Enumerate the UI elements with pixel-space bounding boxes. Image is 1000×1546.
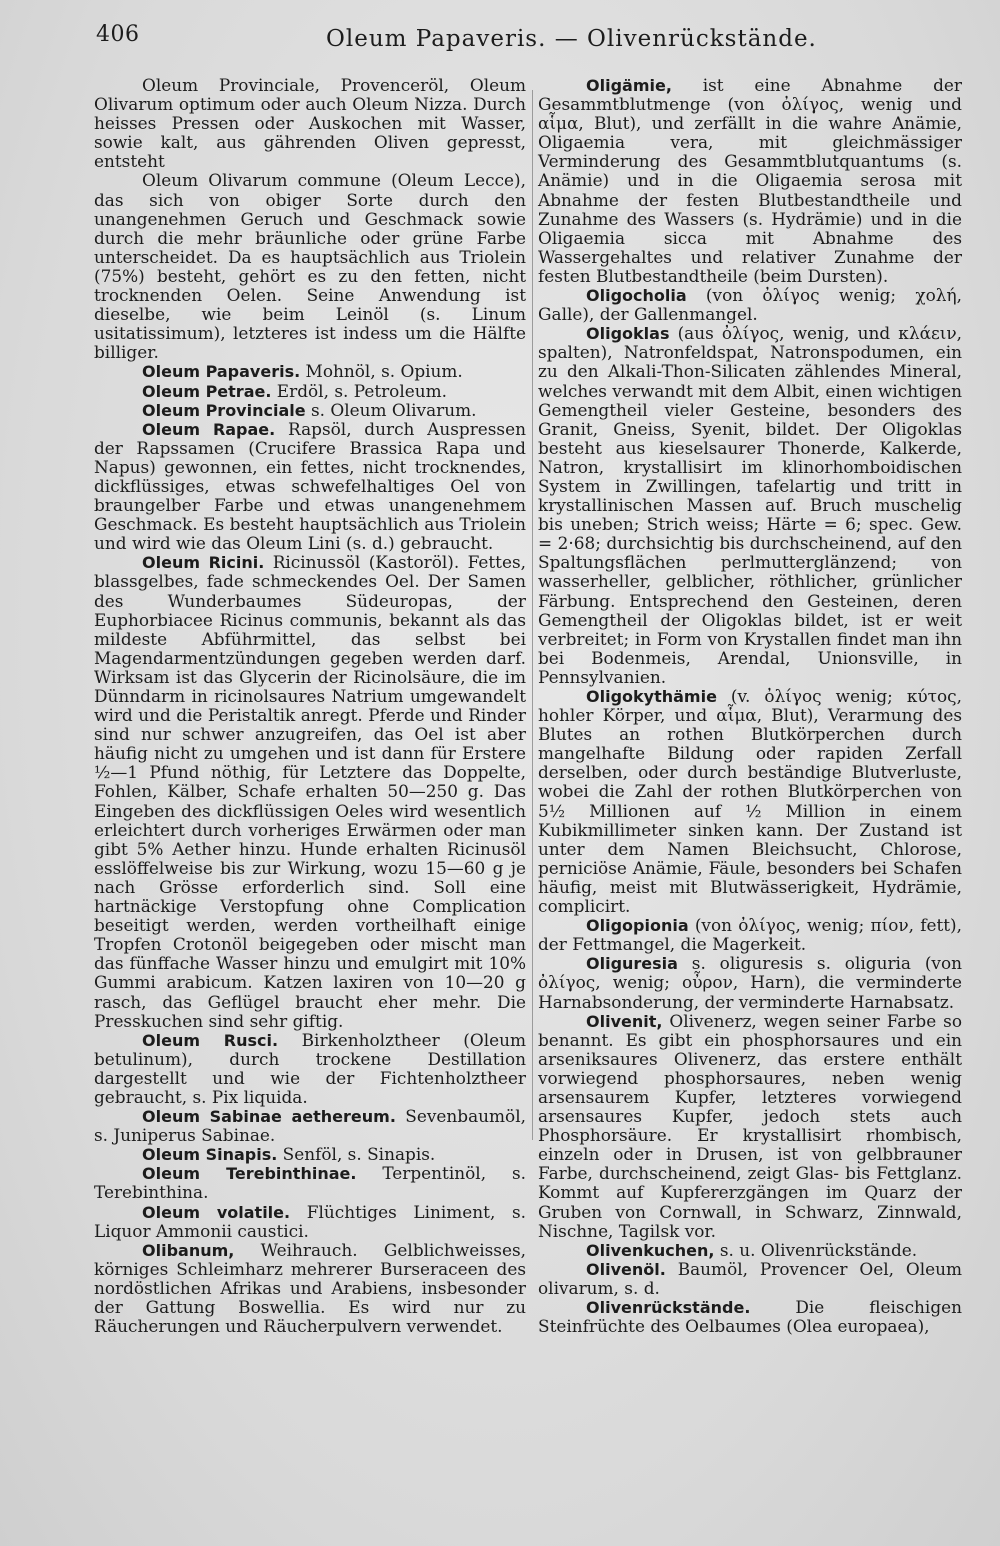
entry-text: s. oliguresis s. oliguria (von ὀλίγος, wenig; οὖρον, Harn), die verminderte Harnabsonderung, der verminderte Harnabsatz. (538, 953, 962, 1012)
dictionary-entry (94, 171, 526, 362)
dictionary-entry (94, 420, 526, 554)
entry-text: s. u. Olivenrückstände. (714, 1239, 918, 1260)
entry-headword: Oleum Papaveris. (142, 362, 301, 382)
entry-text: s. Oleum Olivarum. (305, 399, 477, 420)
right-column (538, 76, 962, 1336)
entry-headword: Oleum Provinciale (142, 400, 306, 420)
left-column (94, 76, 526, 1336)
entry-text: Olivenerz, wegen seiner Farbe so benannt. Es gibt ein phosphorsaures und ein arseniksaures Olivenerz, das erstere enthält vorwiegend phosphorsaures, neben wenig arsensaurem Kupfer, letzteres vorwiegend arsensaures Kupfer, jedoch stets auch Phosphorsäure. Er krystallisirt rhombisch, einzeln oder in Drusen, ist von gelbbrauner Farbe, durchscheinend, zeigt Glas- bis Fettglanz. Kommt auf Kupfererzgängen im Quarz der Gruben von Cornwall, in Schwarz, Zinnwald, Nischne, Tagilsk vor. (538, 1010, 962, 1241)
entry-text: Senföl, s. Sinapis. (277, 1144, 436, 1165)
dictionary-entry (538, 286, 962, 324)
entry-text: Mohnöl, s. Opium. (300, 361, 463, 382)
entry-text: Oleum Provinciale, Provenceröl, Oleum Olivarum optimum oder auch Oleum Nizza. Durch heisses Pressen oder Auskochen mit Wasser, sowie kalt, aus gährenden Oliven gepresst, entsteht (94, 75, 526, 172)
entry-headword: Olivenit, (586, 1011, 663, 1031)
dictionary-entry (538, 324, 962, 687)
entry-text: ist eine Abnahme der Gesammtblutmenge (von ὀλίγος, wenig und αἷμα, Blut), und zerfällt in die wahre Anämie, Oligaemia vera, mit gleichmässiger Verminderung des Gesammtblutquantums (s. Anämie) und in die Oligaemia serosa mit Abnahme der festen Blutbestandtheile und Zunahme des Wassers (s. Hydrämie) und in die Oligaemia sicca mit Abnahme des Wassergehaltes und relativer Zunahme der festen Blutbestandtheile (beim Dursten). (538, 75, 962, 286)
entry-headword: Oligoklas (586, 324, 670, 344)
running-title: Oleum Papaveris. — Olivenrückstände. (326, 26, 817, 52)
entry-headword: Olivenrückstände. (586, 1298, 751, 1317)
entry-text: Flüchtiges Liniment, s. Liquor Ammonii caustici. (94, 1201, 526, 1241)
entry-headword: Oligämie, (586, 76, 672, 95)
dictionary-entry (94, 1164, 526, 1202)
dictionary-entry (538, 1260, 962, 1298)
page-number: 406 (96, 22, 140, 47)
dictionary-entry (538, 76, 962, 286)
entry-headword: Oligokythämie (586, 687, 717, 706)
dictionary-entry (94, 1145, 526, 1164)
entry-text: Baumöl, Provencer Oel, Oleum olivarum, s. d. (538, 1258, 962, 1298)
dictionary-entry (538, 954, 962, 1011)
entry-text: (aus ὀλίγος, wenig, und κλάειν, spalten), Natronfeldspat, Natronspodumen, ein zu den Alkali-Thon-Silicaten zählendes Mineral, welches verwandt mit dem Albit, einen wichtigen Gemengtheil vieler Gesteine, besonders des Granit, Gneiss, Syenit, bildet. Der Oligoklas besteht aus kieselsaurer Thonerde, Kalkerde, Natron, krystallisirt im klinorhomboidischen System in Zwillingen, tafelartig und tritt in krystallinischen Massen auf. Bruch muschelig bis uneben; Strich weiss; Härte = 6; spec. Gew. = 2·68; durchsichtig bis durchscheinend, auf den Spaltungsflächen perlmutterglänzend; von wasserheller, gelblicher, röthlicher, grünlicher Färbung. Entsprechend den Gesteinen, deren Gemengtheil der Oligoklas bildet, ist er weit verbreitet; in Form von Krystallen findet man ihn bei Bodenmeis, Arendal, Unionsville, in Pennsylvanien. (538, 323, 962, 687)
entry-text: Erdöl, s. Petroleum. (271, 380, 448, 401)
entry-text: Ricinussöl (Kastoröl). Fettes, blassgelbes, fade schmeckendes Oel. Der Samen des Wunderbaumes Südeuropas, der Euphorbiacee Ricinus communis, bekannt als das mildeste Abführmittel, das selbst bei Magendarmentzündungen gegeben werden darf. Wirksam ist das Glycerin der Ricinolsäure, die im Dünndarm in ricinolsaures Natrium umgewandelt wird und die Peristaltik anregt. Pferde und Rinder sind nur schwer anzugreifen, das Oel ist aber häufig nicht zu umgehen und ist dann für Erstere ½—1 Pfund nöthig, für Letztere das Doppelte, Fohlen, Kälber, Schafe erhalten 50—250 g. Das Eingeben des dickflüssigen Oeles wird wesentlich erleichtert durch vorheriges Erwärmen oder man gibt 5% Aether hinzu. Hunde erhalten Ricinusöl esslöffelweise bis zur Wirkung, wozu 15—60 g je nach Grösse erforderlich sind. Soll eine hartnäckige Verstopfung ohne Complication beseitigt werden, werden vortheilhaft einige Tropfen Crotonöl beigegeben oder mischt man das fünffache Wasser hinzu und emulgirt mit 10% Gummi arabicum. Katzen laxiren von 10—20 g rasch, das Geflügel braucht eher mehr. Die Presskuchen sind sehr giftig. (94, 552, 526, 1031)
entry-headword: Oligopionia (586, 916, 689, 936)
entry-text: Weihrauch. Gelblichweisses, körniges Schleimharz mehrerer Burseraceen des nordöstlichen Afrikas und Arabiens, insbesonder der Gattung Boswellia. Es wird nur zu Räucherungen und Räucherpulvern verwendet. (94, 1239, 526, 1337)
dictionary-entry (538, 1241, 962, 1260)
dictionary-entry (538, 916, 962, 954)
dictionary-entry (94, 401, 526, 420)
dictionary-entry (94, 553, 526, 1030)
entry-text: (von ὀλίγος, wenig; πίον, fett), der Fettmangel, die Magerkeit. (538, 915, 962, 955)
dictionary-entry (538, 1012, 962, 1241)
entry-headword: Oleum Terebinthinae. (142, 1164, 357, 1184)
dictionary-entry (94, 382, 526, 401)
entry-headword: Olibanum, (142, 1240, 235, 1260)
entry-text: Rapsöl, durch Auspressen der Rapssamen (Crucifere Brassica Rapa und Napus) gewonnen, ein fettes, nicht trocknendes, dickflüssiges, etwas schwefelhaltiges Oel von braungelber Farbe und etwas unangenehmem Geschmack. Es besteht hauptsächlich aus Triolein und wird wie das Oleum Lini (s. d.) gebraucht. (94, 418, 526, 554)
entry-text: (v. ὀλίγος wenig; κύτος, hohler Körper, und αἷμα, Blut), Verarmung des Blutes an rothen Blutkörperchen durch mangelhafte Bildung oder rapiden Zerfall derselben, oder durch beständige Blutverluste, wobei die Zahl der rothen Blutkörperchen von 5½ Millionen auf ½ Million in einem Kubikmillimeter sinken kann. Der Zustand ist unter dem Namen Bleichsucht, Chlorose, perniciöse Anämie, Fäule, besonders bei Schafen häufig, meist mit Blutwässerigkeit, Hydrämie, complicirt. (538, 686, 962, 917)
entry-headword: Oleum Petrae. (142, 381, 272, 401)
dictionary-entry (94, 76, 526, 171)
entry-text: Terpentinöl, s. Terebinthina. (94, 1163, 526, 1203)
entry-headword: Olivenkuchen, (586, 1240, 715, 1260)
entry-headword: Oleum volatile. (142, 1202, 291, 1222)
page-header (96, 20, 960, 56)
dictionary-entry (94, 1031, 526, 1107)
entry-headword: Olivenöl. (586, 1259, 666, 1279)
dictionary-entry (94, 1203, 526, 1241)
entry-headword: Oligocholia (586, 286, 687, 306)
dictionary-entry (538, 1298, 962, 1336)
entry-headword: Oleum Ricini. (142, 553, 265, 573)
entry-text: Die fleischigen Steinfrüchte des Oelbaumes (Olea europaea), (538, 1297, 962, 1337)
dictionary-entry (94, 1107, 526, 1145)
entry-text: (von ὀλίγος wenig; χολή, Galle), der Gallenmangel. (538, 285, 962, 325)
entry-headword: Oleum Rapae. (142, 419, 276, 439)
dictionary-entry (94, 1241, 526, 1336)
dictionary-entry (94, 362, 526, 381)
entry-text: Birkenholztheer (Oleum betulinum), durch trockene Destillation dargestellt und wie der Fichtenholztheer gebraucht, s. Pix liquida. (94, 1029, 527, 1107)
entry-text: Sevenbaumöl, s. Juniperus Sabinae. (94, 1106, 526, 1146)
entry-headword: Oleum Sinapis. (142, 1145, 278, 1165)
entry-headword: Oliguresia (586, 954, 678, 974)
column-divider (532, 90, 533, 1140)
entry-headword: Oleum Rusci. (142, 1030, 279, 1050)
entry-text: Oleum Olivarum commune (Oleum Lecce), das sich von obiger Sorte durch den unangenehmen Geruch und Geschmack sowie durch die mehr bräunliche oder grüne Farbe unterscheidet. Da es hauptsächlich aus Triolein (75%) besteht, gehört es zu den fetten, nicht trocknenden Oelen. Seine Anwendung ist dieselbe, wie beim Leinöl (s. Linum usitatissimum), letzteres ist indess um die Hälfte billiger. (94, 170, 526, 363)
entry-headword: Oleum Sabinae aethereum. (142, 1107, 396, 1127)
dictionary-entry (538, 687, 962, 916)
